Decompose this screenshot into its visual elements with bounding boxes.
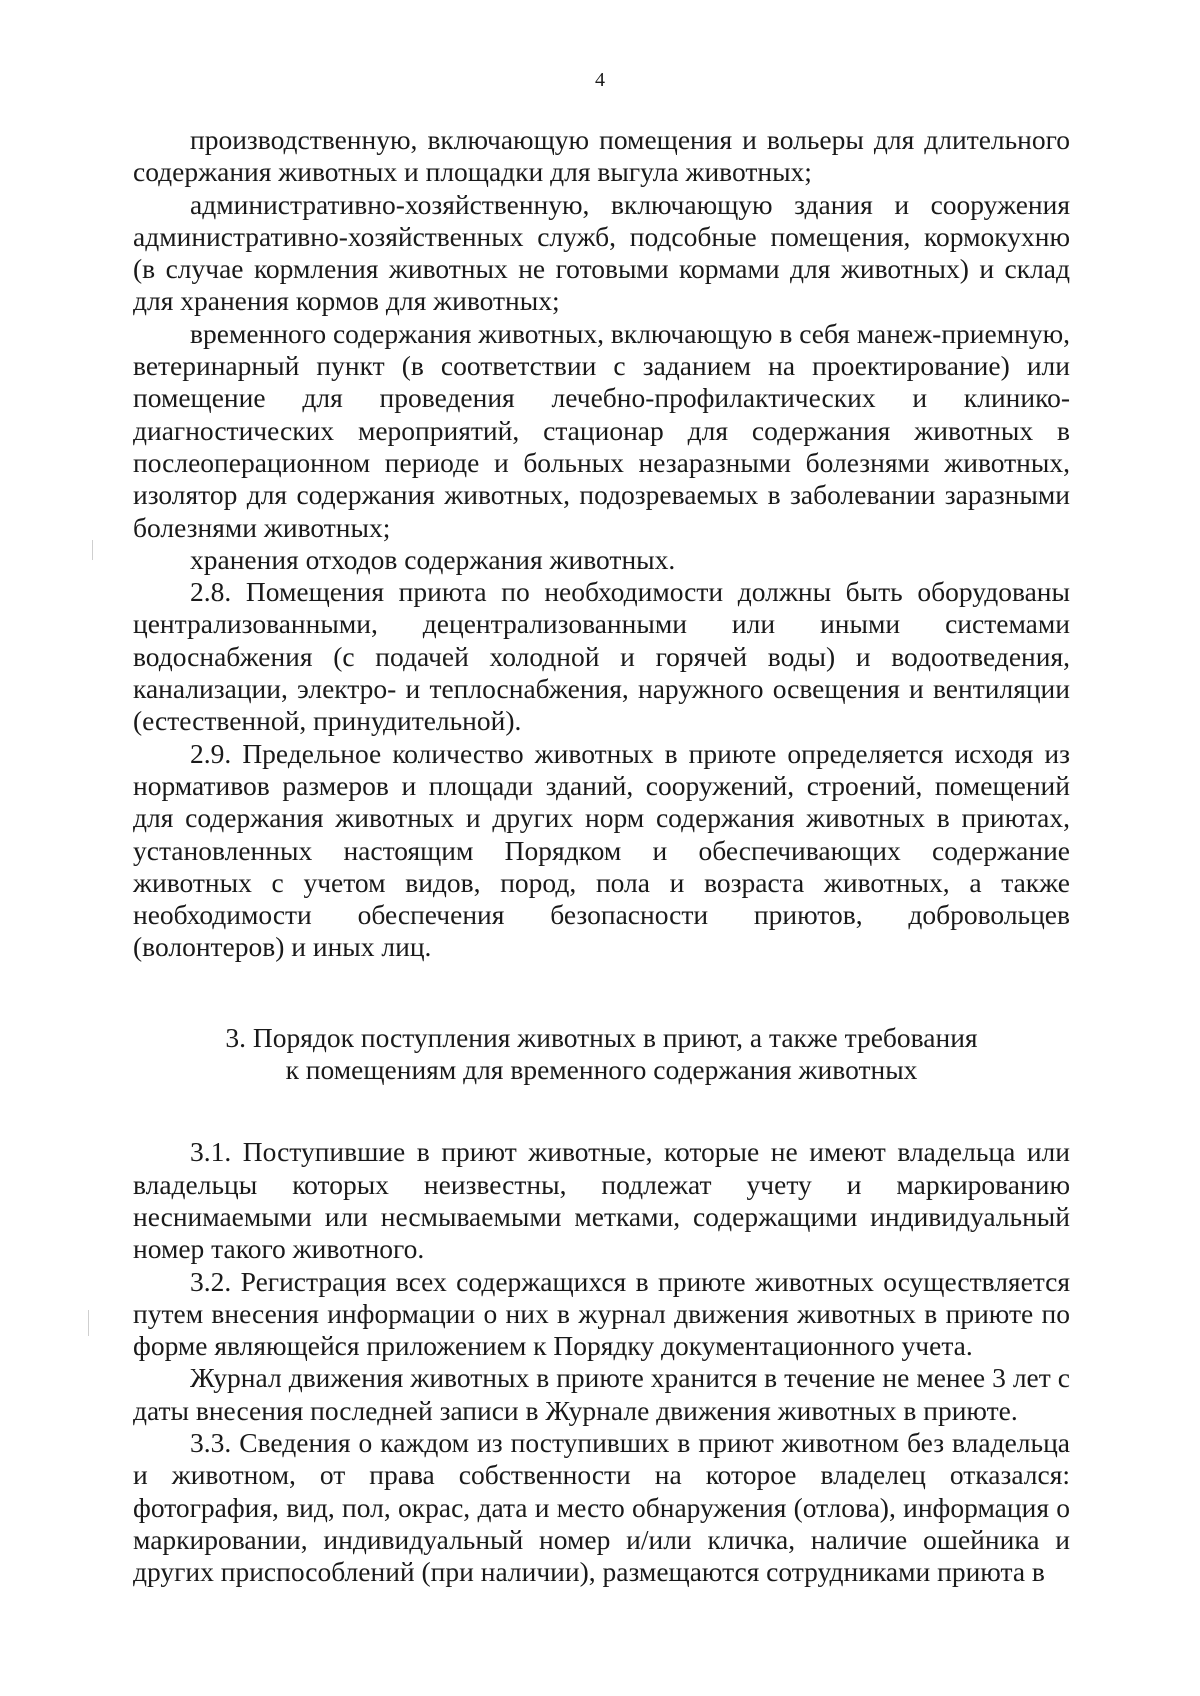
paragraph-3-3: 3.3. Сведения о каждом из поступивших в приют животном без владельца и животном, от права собственности на которое владелец отказался: фотография, вид, пол, окрас, дата и место обнаружения (отлова), информация о маркировании, индивидуальный номер и/или кличка, наличие ошейника и других приспособлений (при наличии), размещаются сотрудниками приюта в bbox=[133, 1426, 1070, 1588]
page-number: 4 bbox=[595, 69, 605, 91]
paragraph-production-zone: производственную, включающую помещения и вольеры для длительного содержания животных и площадки для выгула животных; bbox=[133, 124, 1070, 188]
paragraph-2-8: 2.8. Помещения приюта по необходимости должны быть оборудованы централизованными, децентрализованными или иными системами водоснабжения (с подачей холодной и горячей воды) и водоотведения, канализации, электро- и теплоснабжения, наружного освещения и вентиляции (естественной, принудительной). bbox=[133, 576, 1070, 737]
section-heading bbox=[133, 1022, 1070, 1087]
paragraph-temporary-zone: временного содержания животных, включающую в себя манеж-приемную, ветеринарный пункт (в соответствии с заданием на проектирование) или помещение для проведения лечебно-профилактических и клинико-диагностических мероприятий, стационар для содержания животных в послеоперационном периоде и больных незаразными болезнями животных, изолятор для содержания животных, подозреваемых в заболевании заразными болезнями животных; bbox=[133, 317, 1070, 543]
paragraph-journal-retention: Журнал движения животных в приюте хранится в течение не менее 3 лет с даты внесения последней записи в Журнале движения животных в приюте. bbox=[133, 1362, 1070, 1426]
document-body bbox=[133, 124, 1070, 1588]
paragraph-administrative-zone: административно-хозяйственную, включающую здания и сооружения административно-хозяйственных служб, подсобные помещения, кормокухню (в случае кормления животных не готовыми кормами для животных) и склад для хранения кормов для животных; bbox=[133, 188, 1070, 317]
scan-margin-mark bbox=[92, 540, 93, 560]
section-heading-line-2: к помещениям для временного содержания животных bbox=[285, 1054, 918, 1086]
scan-margin-mark bbox=[88, 1310, 89, 1336]
paragraph-3-1: 3.1. Поступившие в приют животные, которые не имеют владельца или владельцы которых неизвестны, подлежат учету и маркированию неснимаемыми или несмываемыми метками, содержащими индивидуальный номер такого животного. bbox=[133, 1136, 1070, 1265]
section-heading-line-1: 3. Порядок поступления животных в приют, а также требования bbox=[225, 1021, 978, 1053]
paragraph-3-2: 3.2. Регистрация всех содержащихся в приюте животных осуществляется путем внесения информации о них в журнал движения животных в приюте по форме являющейся приложением к Порядку документационного учета. bbox=[133, 1265, 1070, 1362]
paragraph-waste-zone: хранения отходов содержания животных. bbox=[190, 543, 676, 575]
paragraph-2-9: 2.9. Предельное количество животных в приюте определяется исходя из нормативов размеров и площади зданий, сооружений, строений, помещений для содержания животных и других норм содержания животных в приютах, установленных настоящим Порядком и обеспечивающих содержание животных с учетом видов, пород, пола и возраста животных, а также необходимости обеспечения безопасности приютов, добровольцев (волонтеров) и иных лиц. bbox=[133, 737, 1070, 963]
